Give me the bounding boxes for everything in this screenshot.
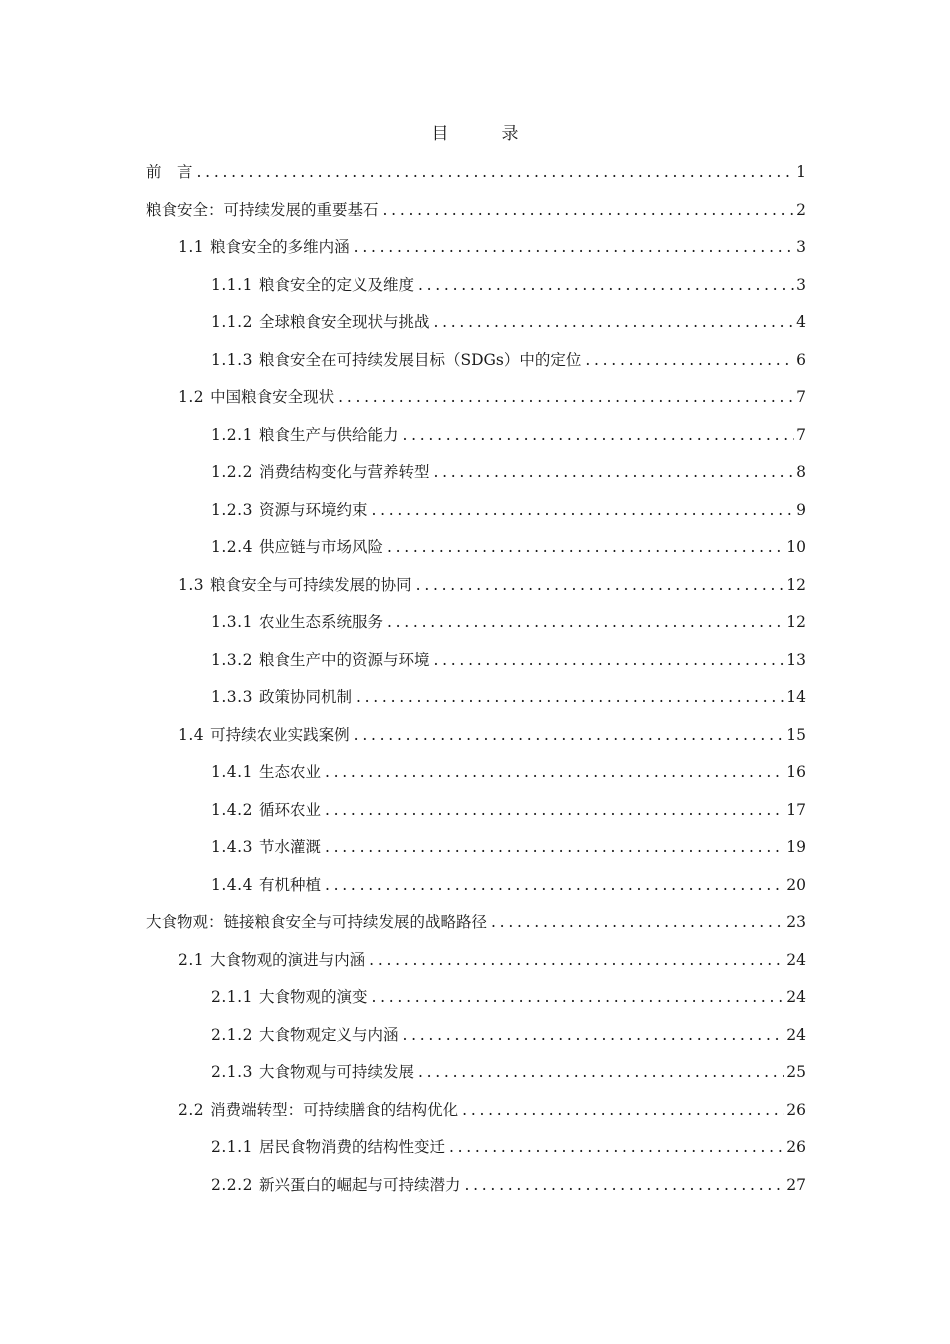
toc-entry[interactable] bbox=[146, 609, 806, 647]
toc-entry-label bbox=[211, 1022, 398, 1048]
toc-entry[interactable] bbox=[146, 1059, 806, 1097]
toc-entry[interactable] bbox=[146, 909, 806, 947]
dot-leader bbox=[387, 534, 784, 560]
toc-entry-number: 1.4.1 bbox=[211, 763, 253, 781]
toc-entry[interactable] bbox=[146, 684, 806, 722]
toc-entry[interactable] bbox=[146, 422, 806, 460]
toc-entry-label bbox=[178, 1097, 458, 1123]
toc-entry-text: 中国粮食安全现状 bbox=[210, 388, 335, 406]
dot-leader bbox=[325, 797, 784, 823]
toc-entry-label bbox=[211, 1134, 445, 1160]
toc-entry-label bbox=[211, 534, 383, 560]
dot-leader bbox=[383, 197, 794, 223]
toc-entry-label bbox=[178, 234, 350, 260]
toc-entry[interactable] bbox=[146, 1097, 806, 1135]
dot-leader bbox=[462, 1097, 784, 1123]
toc-entry-text: 大食物观的演进与内涵 bbox=[210, 950, 366, 969]
toc-entry-label bbox=[178, 722, 350, 748]
toc-entry-page: 20 bbox=[786, 875, 806, 894]
toc-entry-page: 4 bbox=[796, 313, 806, 331]
toc-entry[interactable] bbox=[146, 984, 806, 1022]
dot-leader bbox=[402, 1022, 784, 1048]
toc-entry-text: 生态农业 bbox=[258, 763, 321, 781]
toc-entry-text: 粮食生产与供给能力 bbox=[258, 425, 399, 444]
toc-entry-page: 16 bbox=[786, 763, 806, 781]
toc-entry-label bbox=[211, 797, 321, 823]
toc-entry-text: 粮食安全的多维内涵 bbox=[210, 238, 350, 256]
toc-entry-text: 粮食安全的定义及维度 bbox=[258, 275, 414, 294]
dot-leader bbox=[387, 609, 784, 635]
toc-entry-text: 可持续农业实践案例 bbox=[210, 725, 350, 744]
toc-entry-number: 2.1.2 bbox=[211, 1025, 253, 1044]
toc-entry[interactable] bbox=[146, 459, 806, 497]
toc-entry-text: 循环农业 bbox=[258, 800, 321, 819]
toc-entry-label bbox=[178, 384, 334, 410]
toc-entry-number: 2.1 bbox=[178, 950, 205, 969]
toc-entry-page: 10 bbox=[786, 538, 806, 556]
toc-entry-number: 2.1.1 bbox=[211, 1138, 253, 1156]
toc-entry-label bbox=[211, 872, 321, 898]
dot-leader bbox=[338, 384, 794, 410]
toc-entry-label bbox=[211, 459, 429, 485]
dot-leader bbox=[491, 909, 784, 935]
toc-entry-text: 政策协同机制 bbox=[258, 688, 352, 706]
toc-entry[interactable] bbox=[146, 384, 806, 422]
toc-entry-text: 大食物观定义与内涵 bbox=[258, 1025, 399, 1044]
toc-entry-number: 1.2.3 bbox=[211, 500, 253, 519]
dot-leader bbox=[197, 159, 794, 185]
toc-entry-page: 12 bbox=[786, 575, 806, 594]
toc-entry-number: 1.2.1 bbox=[211, 425, 253, 444]
toc-entry-text: 粮食安全在可持续发展目标（SDGs）中的定位 bbox=[258, 350, 582, 369]
toc-entry-number: 2.2 bbox=[178, 1100, 205, 1119]
toc-entry-text: 大食物观与可持续发展 bbox=[258, 1063, 414, 1081]
toc-entry-number: 1.3.3 bbox=[211, 688, 253, 706]
toc-entry[interactable] bbox=[146, 234, 806, 272]
toc-entry[interactable] bbox=[146, 497, 806, 535]
toc-entry-page: 19 bbox=[786, 838, 806, 856]
toc-entry-page: 17 bbox=[786, 800, 806, 819]
dot-leader bbox=[325, 759, 784, 785]
toc-entry-number: 2.1.1 bbox=[211, 988, 253, 1006]
toc-title: 目 录 bbox=[431, 124, 537, 144]
toc-entry-page: 14 bbox=[786, 688, 806, 706]
toc-entry-label bbox=[211, 497, 367, 523]
dot-leader bbox=[433, 459, 794, 485]
dot-leader bbox=[325, 834, 784, 860]
dot-leader bbox=[354, 234, 794, 260]
dot-leader bbox=[325, 872, 784, 898]
toc-entry[interactable] bbox=[146, 1134, 806, 1172]
toc-entry[interactable] bbox=[146, 759, 806, 797]
toc-entry-number: 1.2 bbox=[178, 388, 205, 406]
toc-entry-number: 2.1.3 bbox=[211, 1063, 253, 1081]
toc-entry-text: 农业生态系统服务 bbox=[258, 613, 383, 631]
toc-entry-label bbox=[178, 947, 365, 973]
toc-entry-text: 有机种植 bbox=[258, 875, 321, 894]
toc-entry-label bbox=[211, 759, 321, 785]
toc-entry-page: 26 bbox=[786, 1100, 806, 1119]
toc-entry-number: 1.1.1 bbox=[211, 275, 253, 294]
toc-entry[interactable] bbox=[146, 872, 806, 910]
toc-entry-number: 1.4.2 bbox=[211, 800, 253, 819]
dot-leader bbox=[585, 347, 794, 373]
toc-entry-label bbox=[211, 272, 414, 298]
toc-entry-number: 1.2.2 bbox=[211, 463, 253, 481]
toc-entry[interactable] bbox=[146, 347, 806, 385]
toc-entry-number: 2.2.2 bbox=[211, 1175, 253, 1194]
toc-entry[interactable] bbox=[146, 1022, 806, 1060]
toc-entry-text: 供应链与市场风险 bbox=[258, 538, 383, 556]
toc-entry-text: 粮食生产中的资源与环境 bbox=[258, 650, 430, 669]
dot-leader bbox=[354, 722, 785, 748]
toc-entry-page: 13 bbox=[786, 650, 806, 669]
toc-entry-label bbox=[211, 309, 429, 335]
toc-entry-text: 消费端转型：可持续膳食的结构优化 bbox=[210, 1100, 459, 1119]
dot-leader bbox=[369, 947, 784, 973]
toc-entry[interactable] bbox=[146, 159, 806, 197]
toc-entry[interactable] bbox=[146, 534, 806, 572]
dot-leader bbox=[433, 647, 784, 673]
toc-entry[interactable] bbox=[146, 647, 806, 685]
toc-entry-label bbox=[211, 984, 367, 1010]
toc-entry-page: 15 bbox=[786, 725, 806, 744]
toc-entry-number: 1.1.3 bbox=[211, 350, 253, 369]
toc-entry-text: 资源与环境约束 bbox=[258, 500, 368, 519]
toc-entry-number: 1.4.4 bbox=[211, 875, 253, 894]
toc-entry-label bbox=[146, 197, 379, 223]
toc-entry-text: 大食物观的演变 bbox=[258, 988, 368, 1006]
toc-entry-page: 8 bbox=[796, 463, 806, 481]
toc-entry[interactable] bbox=[146, 947, 806, 985]
toc-entry-label bbox=[211, 647, 429, 673]
toc-entry-text: 大食物观：链接粮食安全与可持续发展的战略路径 bbox=[146, 913, 488, 931]
toc-entry[interactable] bbox=[146, 1172, 806, 1210]
toc-entry-page: 24 bbox=[786, 1025, 806, 1044]
toc-entry-page: 3 bbox=[796, 275, 806, 294]
dot-leader bbox=[418, 1059, 784, 1085]
toc-entry-label bbox=[211, 422, 398, 448]
toc-entry-page: 24 bbox=[786, 988, 806, 1006]
toc-entry-number: 1.3.2 bbox=[211, 650, 253, 669]
dot-leader bbox=[416, 572, 785, 598]
toc-entry[interactable] bbox=[146, 834, 806, 872]
dot-leader bbox=[402, 422, 794, 448]
toc-entry-text: 前 言 bbox=[146, 163, 193, 181]
toc-entry[interactable] bbox=[146, 272, 806, 310]
toc-entry-page: 26 bbox=[786, 1138, 806, 1156]
dot-leader bbox=[356, 684, 784, 710]
toc-entry-page: 7 bbox=[796, 425, 806, 444]
dot-leader bbox=[371, 497, 794, 523]
toc-entry-page: 12 bbox=[786, 613, 806, 631]
toc-entry-page: 6 bbox=[796, 350, 806, 369]
toc-entry-label bbox=[211, 1172, 460, 1198]
dot-leader bbox=[464, 1172, 784, 1198]
toc-entry-page: 2 bbox=[796, 200, 806, 219]
table-of-contents bbox=[146, 159, 806, 1209]
toc-entry[interactable] bbox=[146, 197, 806, 235]
toc-entry-page: 1 bbox=[796, 163, 806, 181]
toc-entry-label bbox=[211, 1059, 414, 1085]
toc-entry-text: 新兴蛋白的崛起与可持续潜力 bbox=[258, 1175, 461, 1194]
toc-entry-page: 23 bbox=[786, 913, 806, 931]
toc-entry[interactable] bbox=[146, 797, 806, 835]
toc-entry[interactable] bbox=[146, 309, 806, 347]
toc-entry[interactable] bbox=[146, 572, 806, 610]
toc-entry-text: 全球粮食安全现状与挑战 bbox=[258, 313, 430, 331]
toc-entry-label bbox=[211, 684, 352, 710]
toc-entry-number: 1.1.2 bbox=[211, 313, 253, 331]
toc-entry-number: 1.1 bbox=[178, 238, 205, 256]
toc-entry-label bbox=[211, 347, 581, 373]
toc-entry-page: 3 bbox=[796, 238, 806, 256]
toc-entry-text: 消费结构变化与营养转型 bbox=[258, 463, 430, 481]
toc-entry-text: 节水灌溉 bbox=[258, 838, 321, 856]
toc-entry-number: 1.4 bbox=[178, 725, 205, 744]
toc-entry-page: 25 bbox=[786, 1063, 806, 1081]
toc-entry-number: 1.2.4 bbox=[211, 538, 253, 556]
toc-entry-page: 7 bbox=[796, 388, 806, 406]
toc-entry-page: 24 bbox=[786, 950, 806, 969]
toc-entry[interactable] bbox=[146, 722, 806, 760]
toc-entry-label bbox=[146, 909, 487, 935]
toc-entry-text: 粮食安全与可持续发展的协同 bbox=[210, 575, 412, 594]
toc-entry-number: 1.4.3 bbox=[211, 838, 253, 856]
toc-entry-number: 1.3 bbox=[178, 575, 205, 594]
toc-entry-text: 居民食物消费的结构性变迁 bbox=[258, 1138, 445, 1156]
dot-leader bbox=[449, 1134, 784, 1160]
toc-entry-label bbox=[178, 572, 412, 598]
toc-entry-label bbox=[146, 159, 193, 185]
toc-entry-label bbox=[211, 834, 321, 860]
dot-leader bbox=[371, 984, 784, 1010]
toc-entry-text: 粮食安全：可持续发展的重要基石 bbox=[146, 200, 379, 219]
toc-entry-label bbox=[211, 609, 383, 635]
toc-entry-page: 9 bbox=[796, 500, 806, 519]
toc-entry-page: 27 bbox=[786, 1175, 806, 1194]
dot-leader bbox=[418, 272, 794, 298]
toc-entry-number: 1.3.1 bbox=[211, 613, 253, 631]
dot-leader bbox=[433, 309, 794, 335]
